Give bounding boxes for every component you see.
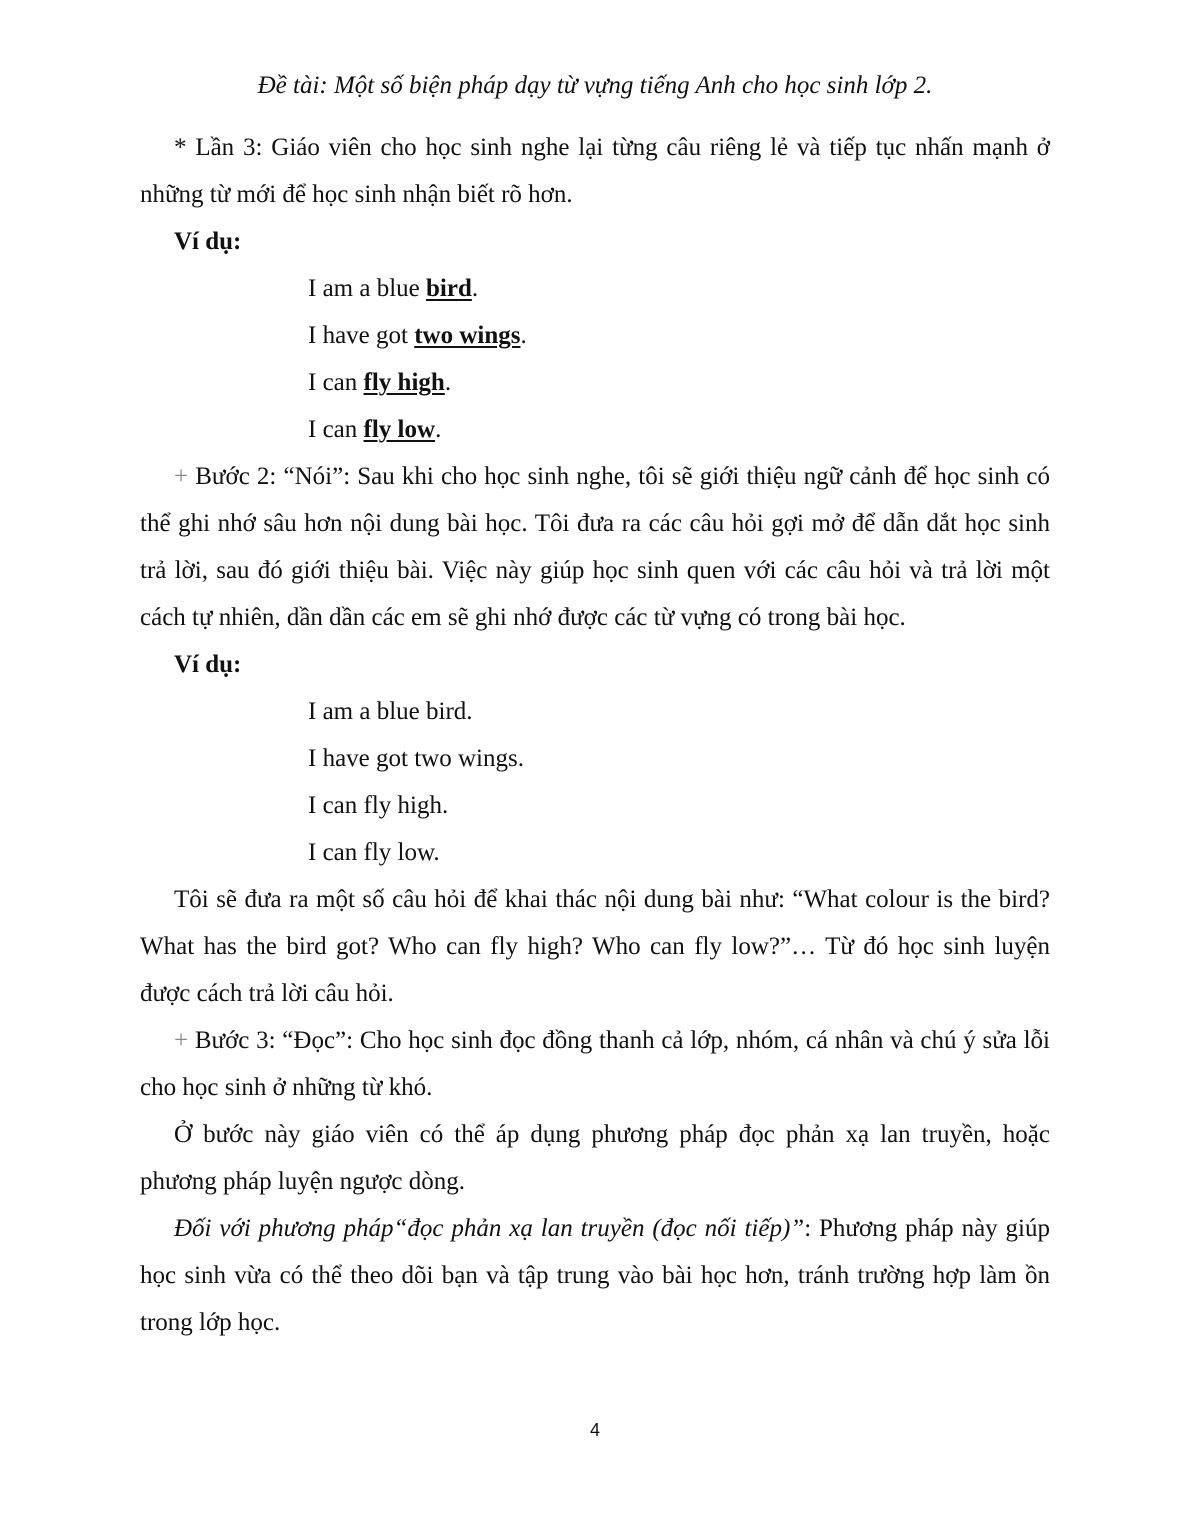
plus-bullet: + xyxy=(174,463,189,490)
example-line xyxy=(308,359,1050,406)
example-punct: . xyxy=(471,275,479,302)
paragraph-lan-3: * Lần 3: Giáo viên cho học sinh nghe lại từng câu riêng lẻ và tiếp tục nhấn mạnh ở những từ mới để học sinh nhận biết rõ hơn. xyxy=(140,134,1050,208)
example-line: I can fly high. xyxy=(308,792,449,819)
highlighted-word: fly high xyxy=(363,369,445,396)
paragraph-questions: Tôi sẽ đưa ra một số câu hỏi để khai thác nội dung bài như: “What colour is the bird? What has the bird got? Who can fly high? Who can fly low?”… Từ đó học sinh luyện được cách trả lời câu hỏi. xyxy=(140,886,1050,1007)
highlighted-word: bird xyxy=(426,275,472,302)
method-title: Đối với phương pháp“đọc phản xạ lan truyền (đọc nối tiếp)” xyxy=(174,1215,805,1242)
paragraph-method-detail xyxy=(140,1205,1050,1346)
example-line: I can fly low. xyxy=(308,839,440,866)
page-number: 4 xyxy=(589,1420,600,1440)
page-body xyxy=(140,124,1050,1346)
page-header: Đề tài: Một số biện pháp dạy từ vựng tiếng Anh cho học sinh lớp 2. xyxy=(257,72,933,99)
example-text: I have got xyxy=(308,322,415,349)
highlighted-word: two wings xyxy=(414,322,521,349)
example-punct: . xyxy=(520,322,527,349)
example-text: I can xyxy=(308,369,364,396)
paragraph-text: Bước 2: “Nói”: Sau khi cho học sinh nghe, tôi sẽ giới thiệu ngữ cảnh để học sinh có thể ghi nhớ sâu hơn nội dung bài học. Tôi đưa ra các câu hỏi gợi mở để dẫn dắt học sinh trả lời, sau đó giới thiệu bài. Việc này giúp học sinh quen với các câu hỏi và trả lời một cách tự nhiên, dần dần các em sẽ ghi nhớ được các từ vựng có trong bài học. xyxy=(140,463,1050,631)
paragraph-buoc-2 xyxy=(140,453,1050,641)
highlighted-word: fly low xyxy=(363,416,436,443)
example-punct: . xyxy=(444,369,452,396)
paragraph-text: Bước 3: “Đọc”: Cho học sinh đọc đồng thanh cả lớp, nhóm, cá nhân và chú ý sửa lỗi cho học sinh ở những từ khó. xyxy=(140,1027,1050,1101)
paragraph-buoc-3 xyxy=(140,1017,1050,1111)
example-label: Ví dụ: xyxy=(174,228,242,255)
example-text: I can xyxy=(308,416,364,443)
example-line: I have got two wings. xyxy=(308,745,524,772)
example-label: Ví dụ: xyxy=(174,651,242,678)
paragraph-text: : Phương pháp này giúp học sinh vừa có thể theo dõi bạn và tập trung vào bài học hơn, tránh trường hợp làm ồn trong lớp học. xyxy=(140,1215,1050,1336)
paragraph-methods: Ở bước này giáo viên có thể áp dụng phương pháp đọc phản xạ lan truyền, hoặc phương pháp luyện ngược dòng. xyxy=(140,1121,1050,1195)
example-text: I am a blue xyxy=(308,275,427,302)
example-line xyxy=(308,312,1050,359)
example-line xyxy=(308,265,1050,312)
example-line: I am a blue bird. xyxy=(308,698,473,725)
example-punct: . xyxy=(435,416,442,443)
example-line xyxy=(308,406,1050,453)
plus-bullet: + xyxy=(174,1027,189,1054)
